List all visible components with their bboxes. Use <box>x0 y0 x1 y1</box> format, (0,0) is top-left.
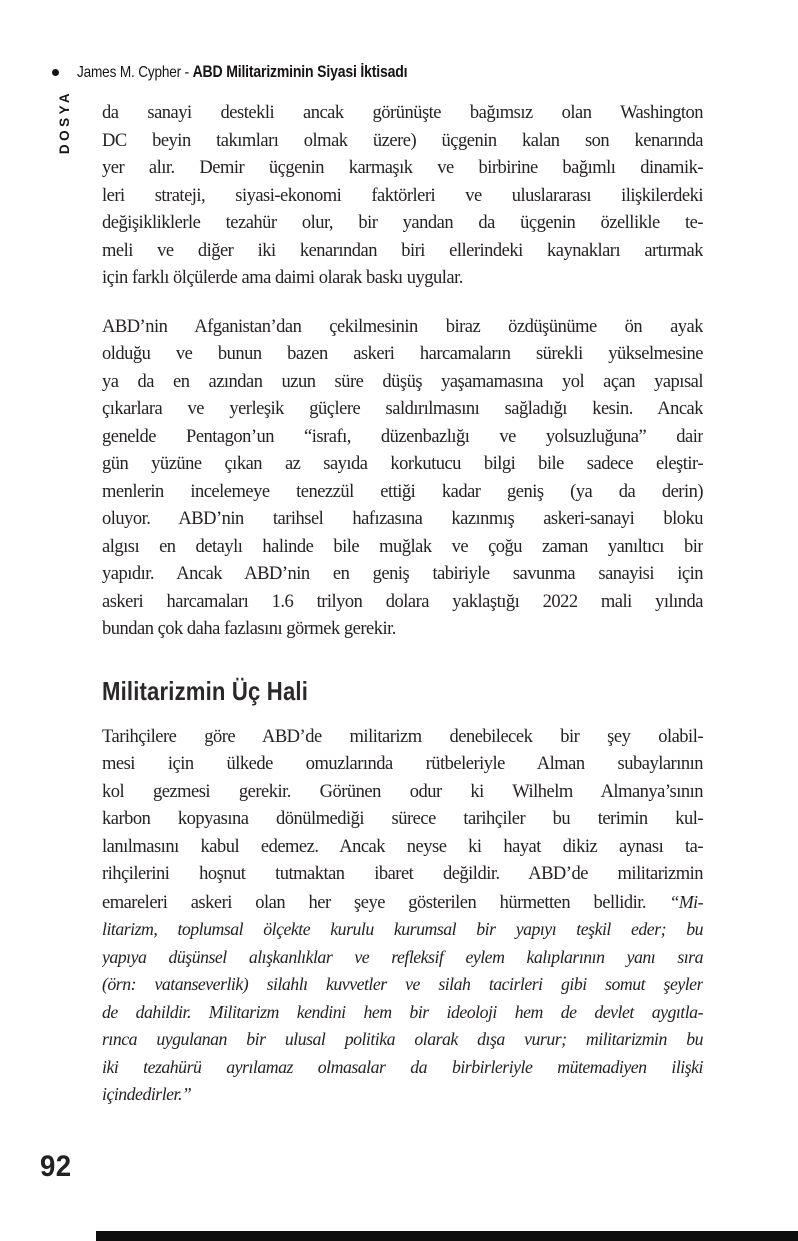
section-vertical-label-wrap <box>56 82 74 162</box>
section-heading: Militarizmin Üç Hali <box>102 675 309 706</box>
body-text-run: oluyor. ABD’nin tarihsel hafızasına kazınmış askeri-sanayi bloku <box>102 509 703 529</box>
text-line <box>102 424 703 452</box>
text-line <box>102 238 703 266</box>
text-line <box>102 183 703 211</box>
text-line <box>102 369 703 397</box>
body-text-run: askeri harcamaları 1.6 trilyon dolara yaklaştığı 2022 mali yılında <box>102 591 703 612</box>
text-line <box>102 210 703 238</box>
text-line <box>102 589 703 617</box>
paragraph <box>102 100 703 293</box>
text-line <box>102 616 703 644</box>
text-line <box>102 1081 703 1109</box>
quote-italic-run: rınca uygulanan bir ulusal politika olarak dışa vurur; militarizmin bu <box>102 1029 703 1049</box>
body-text-run: yer alır. Demir üçgenin karmaşık ve birbirine bağımlı dinamik- <box>102 158 703 178</box>
paragraph <box>102 314 703 644</box>
text-line <box>102 1026 703 1054</box>
text-line <box>102 751 703 779</box>
body-text-run: yapıdır. Ancak ABD’nin en geniş tabiriyle savunma sanayisi için <box>102 564 703 584</box>
text-line <box>102 561 703 589</box>
text-line <box>102 506 703 534</box>
text-line <box>102 341 703 369</box>
body-text-run: da sanayi destekli ancak görünüşte bağımsız olan Washington <box>102 103 703 123</box>
quote-italic-run: içindedirler.” <box>102 1084 192 1104</box>
section-vertical-label: DOSYA <box>57 89 72 155</box>
text-line <box>102 100 703 128</box>
body-text-run: çıkarlara ve yerleşik güçlere saldırılmasını sağladığı kesin. Ancak <box>102 399 703 419</box>
body-text-run: değişikliklerle tezahür olur, bir yandan da üçgenin özellikle te- <box>102 213 703 233</box>
text-line <box>102 971 703 999</box>
body-text <box>102 100 703 1130</box>
text-line <box>102 128 703 156</box>
text-line <box>102 889 703 917</box>
body-text-run: genelde Pentagon’un “israfı, düzenbazlığı ve yolsuzluğuna” dair <box>102 426 703 447</box>
body-text-run: ya da en azından uzun süre düşüş yaşamamasına yol açan yapısal <box>102 371 703 392</box>
header-separator: - <box>181 64 193 81</box>
body-text-run: rihçilerini hoşnut tutmaktan ibaret değildir. ABD’de militarizmin <box>102 864 703 884</box>
bullet-icon <box>52 69 59 76</box>
header-book-title: ABD Militarizminin Siyasi İktisadı <box>192 63 408 81</box>
body-text-run: olduğu ve bunun bazen askeri harcamaların sürekli yükselmesine <box>102 344 703 364</box>
body-text-run: menlerin incelemeye tenezzül ettiği kadar geniş (ya da derin) <box>102 481 703 502</box>
running-header-text <box>77 63 407 82</box>
text-line <box>102 265 703 293</box>
text-line <box>102 916 703 944</box>
body-text-run: Tarihçilere göre ABD’de militarizm denebilecek bir şey olabil- <box>102 726 703 747</box>
text-line <box>102 806 703 834</box>
text-line <box>102 834 703 862</box>
body-text-run: kol gezmesi gerekir. Görünen odur ki Wilhelm Almanya’sının <box>102 781 703 802</box>
quote-italic-run: “Mi- <box>669 891 703 912</box>
body-text-run: DC beyin takımları olmak üzere) üçgenin kalan son kenarında <box>102 130 703 151</box>
text-line <box>102 861 703 889</box>
text-line <box>102 779 703 807</box>
text-line <box>102 155 703 183</box>
text-line <box>102 1054 703 1082</box>
text-line <box>102 314 703 342</box>
body-text-run: ABD’nin Afganistan’dan çekilmesinin biraz özdüşünüme ön ayak <box>102 316 703 337</box>
running-header <box>52 63 466 82</box>
paragraph <box>102 724 703 1109</box>
body-text-run: emareleri askeri olan her şeye gösterilen hürmetten bellidir. <box>102 892 670 913</box>
quote-italic-run: (örn: vatanseverlik) silahlı kuvvetler ve silah tacirleri gibi somut şeyler <box>102 974 703 994</box>
text-line <box>102 724 703 752</box>
text-line <box>102 534 703 562</box>
quote-italic-run: litarizm, toplumsal ölçekte kurulu kurumsal bir yapıyı teşkil eder; bu <box>102 919 703 939</box>
quote-italic-run: yapıya düşünsel alışkanlıklar ve refleksif eylem kalıplarının yanı sıra <box>102 946 703 967</box>
body-text-run: algısı en detaylı halinde bile muğlak ve çoğu zaman yanıltıcı bir <box>102 536 703 557</box>
quote-italic-run: iki tezahürü ayrılamaz olmasalar da birbirleriyle mütemadiyen ilişki <box>102 1056 703 1077</box>
bottom-scan-bar <box>96 1231 798 1241</box>
text-line <box>102 944 703 972</box>
text-line <box>102 451 703 479</box>
header-author: James M. Cypher <box>77 64 182 81</box>
body-text-run: meli ve diğer iki kenarından biri ellerindeki kaynakları artırmak <box>102 240 703 261</box>
body-text-run: gün yüzüne çıkan az sayıda korkutucu bilgi bile sadece eleştir- <box>102 454 703 474</box>
body-text-run: leri strateji, siyasi-ekonomi faktörleri ve uluslararası ilişkilerdeki <box>102 185 703 206</box>
body-text-run: mesi için ülkede omuzlarında rütbeleriyle Alman subaylarının <box>102 754 703 774</box>
text-line <box>102 479 703 507</box>
body-text-run: lanılmasını kabul edemez. Ancak neyse ki hayat dikiz aynası ta- <box>102 836 703 857</box>
quote-italic-run: de dahildir. Militarizm kendini hem bir ideoloji hem de devlet aygıtla- <box>102 1001 703 1022</box>
text-line <box>102 999 703 1027</box>
page-number: 92 <box>40 1150 72 1183</box>
body-text-run: için farklı ölçülerde ama daimi olarak baskı uygular. <box>102 268 463 288</box>
body-text-run: bundan çok daha fazlasını görmek gerekir. <box>102 619 396 639</box>
body-text-run: karbon kopyasına dönülmediği sürece tarihçiler bu terimin kul- <box>102 809 703 829</box>
text-line <box>102 396 703 424</box>
